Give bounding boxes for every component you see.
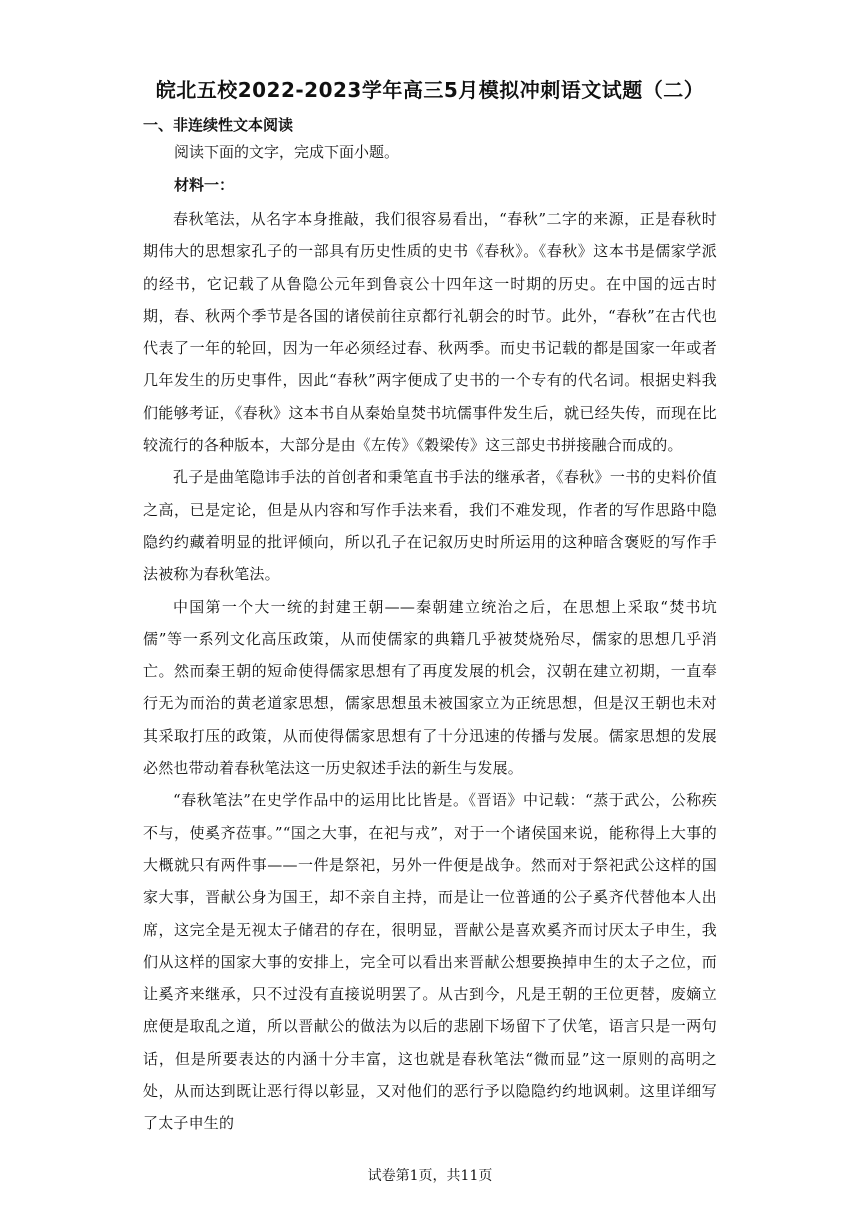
section-heading: 一、非连续性文本阅读 bbox=[143, 116, 294, 134]
article-body bbox=[143, 203, 717, 1140]
paragraph-4: “春秋笔法”在史学作品中的运用比比皆是。《晋语》中记载：“蒸于武公，公称疾不与，使奚齐莅事。”“国之大事，在祀与戎”，对于一个诸侯国来说，能称得上大事的大概就只有两件事——一件是祭祀，另外一件便是战争。然而对于祭祀武公这样的国家大事，晋献公身为国王，却不亲自主持，而是让一位普通的公子奚齐代替他本人出席，这完全是无视太子储君的存在，很明显，晋献公是喜欢奚齐而讨厌太子申生，我们从这样的国家大事的安排上，完全可以看出来晋献公想要换掉申生的太子之位，而让奚齐来继承，只不过没有直接说明罢了。从古到今，凡是王朝的王位更替，废嫡立庶便是取乱之道，所以晋献公的做法为以后的悲剧下场留下了伏笔，语言只是一两句话，但是所要表达的内涵十分丰富，这也就是春秋笔法“微而显”这一原则的高明之处，从而达到既让恶行得以彰显，又对他们的恶行予以隐隐约约地讽刺。这里详细写了太子申生的 bbox=[143, 791, 717, 1133]
reading-instruction: 阅读下面的文字，完成下面小题。 bbox=[174, 143, 400, 161]
page-footer: 试卷第1页，共11页 bbox=[367, 1168, 493, 1184]
paragraph-3: 中国第一个大一统的封建王朝——秦朝建立统治之后，在思想上采取“焚书坑儒”等一系列文化高压政策，从而使儒家的典籍几乎被焚烧殆尽，儒家的思想几乎消亡。然而秦王朝的短命使得儒家思想有了再度发展的机会，汉朝在建立初期，一直奉行无为而治的黄老道家思想，儒家思想虽未被国家立为正统思想，但是汉王朝也未对其采取打压的政策，从而使得儒家思想有了十分迅速的传播与发展。儒家思想的发展必然也带动着春秋笔法这一历史叙述手法的新生与发展。 bbox=[143, 597, 717, 778]
exam-title: 皖北五校2022-2023学年高三5月模拟冲刺语文试题（二） bbox=[155, 78, 705, 102]
paragraph-1: 春秋笔法，从名字本身推敲，我们很容易看出，“春秋”二字的来源，正是春秋时期伟大的思想家孔子的一部具有历史性质的史书《春秋》。《春秋》这本书是儒家学派的经书，它记载了从鲁隐公元年到鲁哀公十四年这一时期的历史。在中国的远古时期，春、秋两个季节是各国的诸侯前往京都行礼朝会的时节。此外，“春秋”在古代也代表了一年的轮回，因为一年必须经过春、秋两季。而史书记载的都是国家一年或者几年发生的历史事件，因此“春秋”两字便成了史书的一个专有的代名词。根据史料我们能够考证，《春秋》这本书自从秦始皇焚书坑儒事件发生后，就已经失传，而现在比较流行的各种版本，大部分是由《左传》《穀梁传》这三部史书拼接融合而成的。 bbox=[143, 210, 717, 455]
paragraph-2: 孔子是曲笔隐讳手法的首创者和秉笔直书手法的继承者，《春秋》一书的史料价值之高，已是定论，但是从内容和写作手法来看，我们不难发现，作者的写作思路中隐隐约约藏着明显的批评倾向，所以孔子在记叙历史时所运用的这种暗含褒贬的写作手法被称为春秋笔法。 bbox=[143, 468, 717, 584]
material-label: 材料一： bbox=[174, 176, 235, 194]
